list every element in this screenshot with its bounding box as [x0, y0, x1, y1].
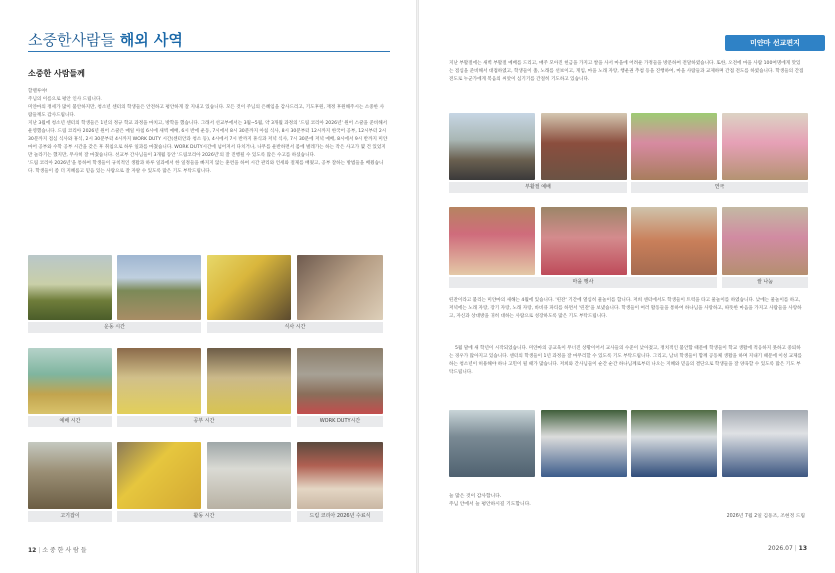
photo-activity-1 [117, 442, 201, 509]
caption-fishing: 고기잡이 [28, 511, 112, 522]
section-title [28, 29, 183, 50]
caption-exercise: 운동 시간 [28, 322, 201, 333]
photo-activity-2 [207, 442, 291, 509]
photo-village-2 [541, 207, 627, 275]
photo-easter-2 [541, 113, 627, 180]
photo-meal-1 [207, 255, 291, 320]
photo-village-1 [449, 207, 535, 275]
paragraph: 미얀마의 정세가 많이 불안하지만, 청소년 센터의 학생들은 안전하고 평안하게 잘 지내고 있습니다. 모든 것이 주님의 은혜임을 감사드리고, 기도후원, 재정 후원해주시는 소중한 사람들께도 감사드립니다. [28, 105, 385, 118]
caption-village: 마을 행사 [449, 277, 717, 288]
thingyan-text: 띤잔이라고 불리는 미얀마의 새해는 4월에 있습니다. '띤잔' 기간에 열심히 물놀이를 합니다. 저희 센터에서도 학생들이 트럭을 타고 물놀이를 하였습니다. 낮에는 물놀이를 하고, 저녁에는 노래 자랑, 장기 자랑, 노래 자랑, 바비큐 파티를 하면서 '띤잔'을 보냈습니다. 학생들이 여러 활동들을 통하여 하나님을 사랑하고, 따뜻한 마음을 가지고 사람들을 사랑하고, 자신과 상대방을 귀히 대하는 사람으로 성장하도록 많은 기도 부탁드립니다. [449, 298, 802, 319]
photo-exercise-2 [117, 255, 201, 320]
photo-school-1 [449, 410, 535, 477]
photo-school-4 [722, 410, 808, 477]
photo-rice [722, 207, 808, 275]
photo-study-2 [207, 348, 291, 414]
photo-school-2 [541, 410, 627, 477]
paragraph: '드림 코리아 2026년'을 통하여 학생들이 규칙적인 생활과 하루 일과에서 한 일정들을 빠지지 않는 훈련을 하여 시간 관리와 언세와 절제를 배웠고, 공부 잘하는 방법들을 배웠습니다. 학생들이 좀 더 지혜롭고 믿음 있는 사람으로 잘 자랄 수 있도록 많은 기도 부탁드립니다. [28, 161, 384, 174]
section-title-prefix: 소중한사람들 [28, 31, 115, 49]
paragraph: 주님의 이름으로 평안 인사 드립니다. [28, 97, 102, 102]
title-rule [28, 51, 390, 52]
left-page [0, 0, 416, 573]
right-page [419, 0, 835, 573]
caption-meal: 식사 시간 [207, 322, 383, 333]
closing-line: 주님 안에서 늘 평안하시길 기도합니다. [449, 502, 531, 507]
new-year-text: 5월 말에 새 학년이 시작되었습니다. 미얀마의 공교육이 무너진 상황이어서 교사들의 수준이 낮아졌고, 정치적인 불안함 때문에 학생들이 학교 생활에 적응하지 못하고 중퇴하는 경우가 많아지고 있습니다. 센터의 학생들이 1년 과정을 잘 마무리할 수 있도록 기도 부탁드립니다. 그리고, 남녀 학생들이 함께 공동체 생활을 하며 지내기 때문에 이성 교제를 하는 청소년이 허용해야 하나 고민이 될 때가 많습니다. 저희와 간사님들이 순간 순간 하나님께로부터 나오는 지혜와 믿음의 결단으로 학생들을 잘 양육할 수 있도록 많은 기도 부탁드립니다. [449, 346, 802, 375]
page-number: 12 [28, 547, 37, 554]
caption-worship: 예배 시간 [28, 416, 112, 427]
photo-exercise-1 [28, 255, 112, 320]
photo-school-3 [631, 410, 717, 477]
caption-activity: 활동 시간 [117, 511, 291, 522]
letter-subtitle: 소중한 사람들께 [28, 69, 85, 78]
photo-village-3 [631, 207, 717, 275]
closing-line: 늘 많은 것이 감사합니다. [449, 494, 502, 499]
caption-graduation: 드림 코리아 2026년 수료식 [297, 511, 383, 522]
photo-play-2 [722, 113, 808, 180]
signoff: 2026년 7월 2일 김동조, 조현정 드림 [726, 514, 805, 519]
paragraph: 지난 3월에 청소년 센터의 학생들은 1년의 정규 학교 과정을 마치고, 방학을 했습니다. 그래서 선교부에서는 3월~5월, 약 3개월 과정의 '드림 코리아 2026년' 원어 스쿨을 준비해서 운영했습니다. 드림 코리아 2026년 원어 스쿨은 매일 아침 6시에 새벽 예배, 6시 반에 운동, 7시에서 8시 30분까지 아침 식사, 8시 30분부터 12시까지 한국어 공부, 12시부터 2시 30분까지 점심 식사와 휴식, 2시 30분부터 4시까지 WORK DUTY 시간(센터안과 청소 등), 4시에서 7시 반까지 휴식과 저녁 식사, 7시 30분에 저녁 예배, 8시에서 9시 반까지 미얀마어 공부와 수학 공부 시간을 갖은 후 취침으로 하루 일과를 마쳤습니다. WORK DUTY시간에 넘어져서 다치거나, 나무를 운반하면서 몸에 벌레가는 하는 작은 사고가 몇 건 있었지만 놀라기는 했지만, 무사히 잘 마쳤습니다. 선교부 간사님들이 3개월 동안 '드림코리아 2026년'의 잘 진행될 수 있도록 많은 수고를 하셨습니다. [28, 121, 388, 158]
photo-work-duty [297, 348, 383, 414]
footer: 12 | 소 중 한 사 람 들 [28, 547, 87, 554]
section-title-main: 해외 사역 [119, 31, 183, 49]
caption-study: 공부 시간 [117, 416, 291, 427]
letter-body [28, 88, 388, 176]
photo-study-1 [117, 348, 201, 414]
closing-text [449, 493, 531, 509]
photo-meal-2 [297, 255, 383, 320]
caption-easter: 부활절 예배 [449, 182, 627, 193]
footer: 2026.07 | 13 [767, 545, 807, 552]
photo-easter-1 [449, 113, 535, 180]
footer-publication: 소 중 한 사 람 들 [42, 547, 87, 554]
section-badge: 미얀마 선교편지 [725, 35, 825, 51]
paragraph: 할렐루야! [28, 89, 48, 94]
footer-date: 2026.07 [767, 545, 793, 552]
caption-work-duty: WORK DUTY시간 [297, 416, 383, 427]
photo-fishing [28, 442, 112, 509]
photo-worship [28, 348, 112, 414]
intro-text: 지난 부활절에는 새벽 부활절 예배를 드리고, 매주 모아진 헌금을 가지고 쌀을 사서 마을에 어려운 가정들을 방문하여 전달하였습니다. 또한, 오전에 마을 사람 100여명에게 맛있는 점심을 준비해서 대접하였고, 학생들이 춤, 노래를 선보이고, 게임, 마을 노래 자랑, 행운권 추첨 등을 진행하여, 마을 사람들과 교제하며 간접 전도를 하였습니다. 학생들의 간접 전도로 누군가에게 복음의 씨앗이 심기기를 간절히 기도하고 있습니다. [449, 61, 804, 82]
caption-rice: 쌀 나눔 [722, 277, 808, 288]
photo-graduation [297, 442, 383, 509]
page-number: 13 [798, 545, 807, 552]
caption-play: 연극 [631, 182, 808, 193]
photo-play-1 [631, 113, 717, 180]
